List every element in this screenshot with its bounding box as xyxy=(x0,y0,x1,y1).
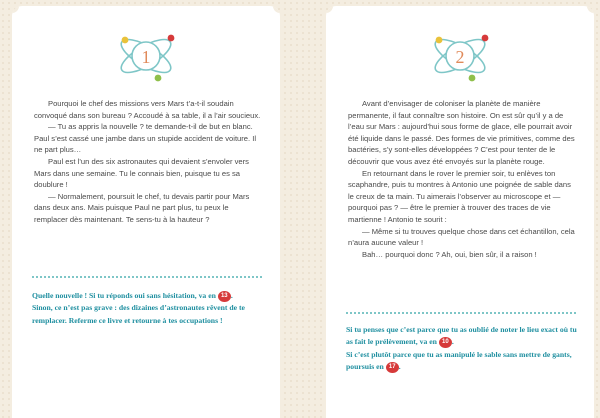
page-corner-cutout xyxy=(587,6,594,13)
paragraph: — Normalement, poursuit le chef, tu devais partir pour Mars dans deux ans. Mais puisque Paul ne part plus, tu peux le remplacer dès maintenant. Te sens-tu à la hauteur ? xyxy=(34,191,250,224)
left-page xyxy=(12,6,280,418)
goto-badge-10[interactable]: 10 xyxy=(439,337,452,348)
paragraph: — Tu as appris la nouvelle ? te demande-t-il de but en blanc. Paul s’est cassé une jambe dans un stupide accident de voiture. Il ne part plus… xyxy=(34,122,257,155)
choice-1-text: Si tu penses que c’est parce que tu as oublié de noter le lieu exact où tu as fait le prélèvement, va en xyxy=(346,325,577,347)
choice-1[interactable]: Si tu penses que c’est parce que tu as oublié de noter le lieu exact où tu as fait le prélèvement, va en 10 . xyxy=(346,325,577,347)
paragraph: Avant d’envisager de coloniser la planète de manière permanente, il faut connaître son histoire. On est sûr qu’il y a de l’eau sur Mars : aujourd’hui sous forme de glace, elle pourrait avoir été liquide dans le passé. Des formes de vie primitives, comme des bactéries, s’y sont-elles développées ? C’est pour tenter de le découvrir que vous avez été envoyés sur la planète rouge. xyxy=(348,99,575,166)
choice-1-text: Quelle nouvelle ! Si tu réponds oui sans hésitation, va en xyxy=(32,291,216,300)
choice-1[interactable]: Quelle nouvelle ! Si tu réponds oui sans hésitation, va en 13 . xyxy=(32,291,233,300)
choices-block xyxy=(346,324,578,374)
right-page xyxy=(326,6,594,418)
goto-badge-13[interactable]: 13 xyxy=(218,291,231,302)
paragraph: Bah… pourquoi donc ? Ah, oui, bien sûr, il a raison ! xyxy=(362,249,537,259)
goto-badge-17[interactable]: 17 xyxy=(386,362,399,373)
choice-2[interactable]: Si c’est plutôt parce que tu as manipulé le sable sans mettre de gants, poursuis en 17 . xyxy=(346,349,572,372)
choice-2: Sinon, ce n’est pas grave : des dizaines d’astronautes rêvent de te remplacer. Referme ce livre et retourne à tes occupations ! xyxy=(32,303,245,325)
dotted-divider xyxy=(32,276,262,278)
page-corner-cutout xyxy=(273,6,280,13)
dotted-divider xyxy=(346,312,576,314)
paragraph: En retournant dans le rover le premier soir, tu enlèves ton scaphandre, puis tu montres à Antonio une poignée de sable dans le creux de ta main. Tu aimerais l’observer au microscope et — pourquoi pas ? — être le premier à trouver des traces de vie martienne ! Antonio te sourit : xyxy=(348,168,571,224)
chapter-number: 1 xyxy=(141,47,151,67)
atom-emblem-icon xyxy=(114,26,178,86)
chapter-number: 2 xyxy=(455,47,465,67)
page-corner-cutout xyxy=(12,6,19,13)
choice-2-text: Si c’est plutôt parce que tu as manipulé le sable sans mettre de gants, poursuis en xyxy=(346,349,572,372)
paragraph: Paul est l’un des six astronautes qui devaient s’envoler vers Mars dans une semaine. Tu le connais bien, puisque tu es sa doublure ! xyxy=(34,156,249,190)
paragraph: Pourquoi le chef des missions vers Mars t’a-t-il soudain convoqué dans son bureau ? Accoudé à sa table, il a l’air soucieux. xyxy=(34,99,261,120)
page-corner-cutout xyxy=(326,6,333,13)
story-text xyxy=(348,98,576,260)
atom-emblem-icon xyxy=(428,26,492,86)
paragraph: — Même si tu trouves quelque chose dans cet échantillon, cela n’aura aucune valeur ! xyxy=(348,226,575,248)
story-text xyxy=(34,98,262,226)
choices-block xyxy=(32,290,264,327)
